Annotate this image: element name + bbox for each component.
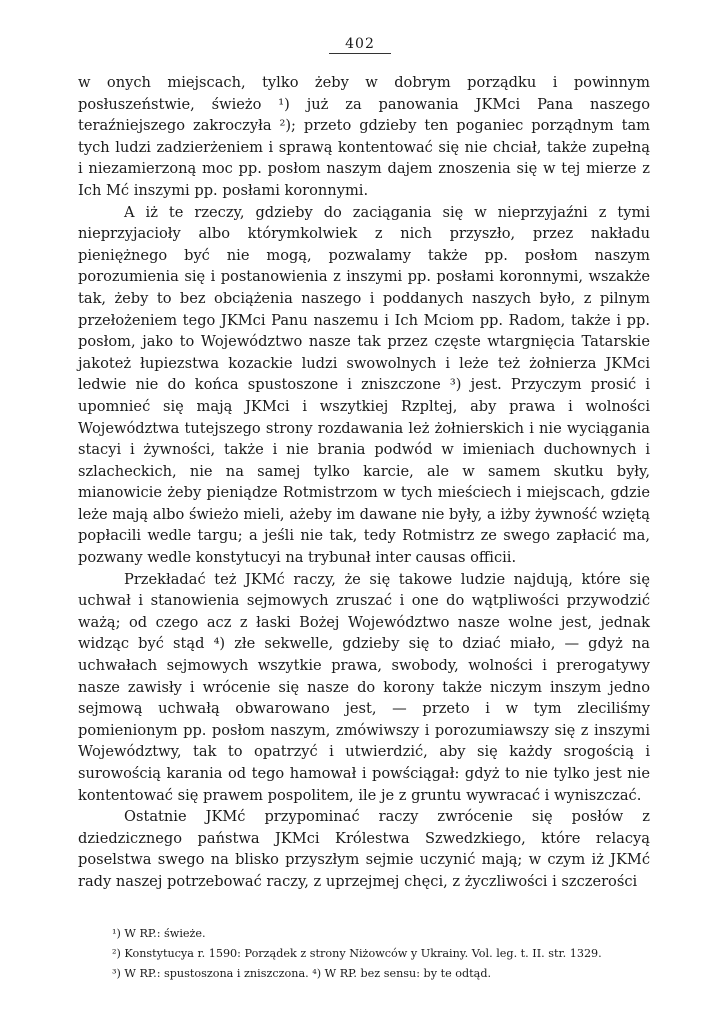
footnote-3-4: ³) W RP.: spustoszona i zniszczona. ⁴) W RP. bez sensu: by te odtąd. [112,967,492,980]
page-number [0,36,720,54]
paragraph-2: A iż te rzeczy, gdzieby do zaciągania się w nieprzyjaźni z tymi nieprzyjacioły albo którymkolwiek z nich przyszło, przez nakładu pieniężnego być nie mogą, pozwalamy także pp. posłom naszym porozumienia się i postanowienia z inszymi pp. posłami koronnymi, wszakże tak, żeby to bez obciążenia naszego i poddanych naszych było, z pilnym przełożeniem tego JKMci Panu naszemu i Ich Mciom pp. Radom, także i pp. posłom, jako to Województwo nasze tak przez częste wtargnięcia Tatarskie jakoteż łupiezstwa kozackie ludzi swowolnych i leże też żołnierza JKMci ledwie nie do końca spustoszone i zniszczone ³) jest. Przyczym prosić i upomnieć się mają JKMci i wszytkiej Rzpltej, aby prawa i wolności Województwa tutejszego strony rozdawania leż żołnierskich i nie wyciągania stacyi i żywności, także i nie brania podwód w imieniach duchownych i szlacheckich, nie na samej tylko karcie, ale w samem skutku były, mianowicie żeby pieniądze Rotmistrzom w tych mieściech i miejscach, gdzie leże mają albo świeżo mieli, ażeby im dawane nie były, a iżby żywność wziętą popłacili wedle targu; a jeśli nie tak, tedy Rotmistrz ze swego zapłacić ma, pozwany wedle konstytucyi na trybunał inter causas officii. [78,203,650,567]
body-text [78,72,650,893]
paragraph-4: Ostatnie JKMć przypominać raczy zwrócenie się posłów z dziedzicznego państwa JKMci Królestwa Szwedzkiego, które relacyą poselstwa swego na blisko przyszłym sejmie uczynić mają; w czym iż JKMć rady naszej potrzebować raczy, z uprzejmej chęci, z życzliwości i szczerości [78,808,650,890]
paragraph-3: Przekładać też JKMć raczy, że się takowe ludzie najdują, które się uchwał i stanowienia sejmowych zruszać i one do wątpliwości przywodzić ważą; od czego acz z łaski Bożej Województwo nasze wolne jest, jednak widząc być stąd ⁴) złe sekwelle, gdzieby się to dziać miało, — gdyż na uchwałach sejmowych wszytkie prawa, swobody, wolności i prerogatywy nasze zawisły i wrócenie się nasze do korony także niczym inszym jedno sejmową uchwałą obwarowano jest, — przeto i w tym zleciliśmy pomienionym pp. posłom naszym, zmówiwszy i porozumiawszy się z inszymi Województwy, tak to opatrzyć i utwierdzić, aby się każdy srogością i surowością karania od tego hamował i powściągał: gdyż to nie tylko jest nie kontentować się prawem pospolitem, ile je z gruntu wywracać i wyniszczać. [78,570,650,804]
footnotes [112,924,660,984]
page-number-text: 402 [329,36,391,54]
paragraph-1: w onych miejscach, tylko żeby w dobrym porządku i powinnym posłuszeństwie, świeżo ¹) już za panowania JKMci Pana naszego teraźniejszego zakroczyła ²); przeto gdzieby ten poganiec porządnym tam tych ludzi zadzierżeniem i sprawą kontentować się nie chciał, także zupełną i niezamierzoną moc pp. posłom naszym dajem znoszenia się w tej mierze z Ich Mć inszymi pp. posłami koronnymi. [78,74,650,199]
footnote-2: ²) Konstytucya r. 1590: Porządek z strony Niżowców y Ukrainy. Vol. leg. t. II. str. 1329. [112,947,602,960]
footnote-1: ¹) W RP.: świeże. [112,927,206,940]
